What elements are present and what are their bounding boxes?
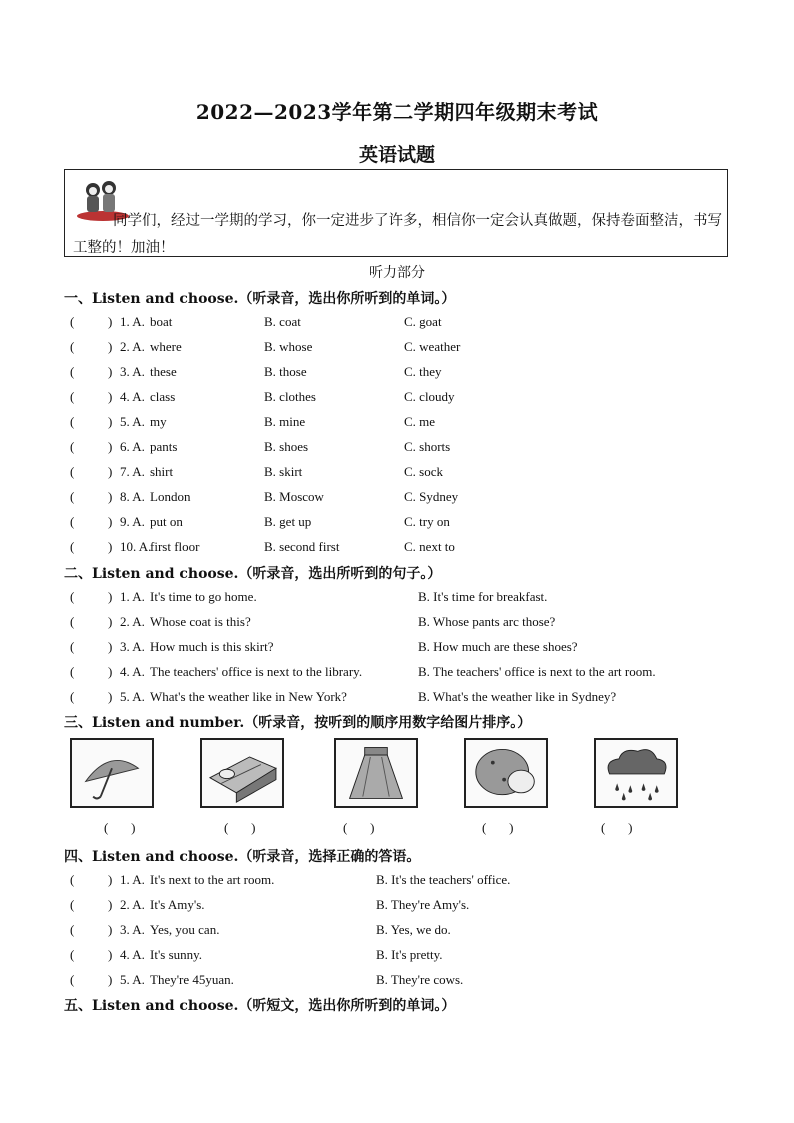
answer-paren-open[interactable]: (: [70, 589, 75, 604]
section-1-heading: 一、Listen and choose.（听录音，选出你所听到的单词。）: [64, 291, 456, 307]
section-3-pictures: [0, 738, 794, 848]
answer-paren-close[interactable]: ): [108, 514, 113, 529]
question-row: [0, 589, 794, 611]
option-a: Yes, you can.: [150, 922, 220, 937]
answer-paren-close[interactable]: ): [108, 389, 113, 404]
answer-paren-open[interactable]: (: [70, 897, 75, 912]
answer-paren-close[interactable]: ): [108, 339, 113, 354]
bed-icon: [200, 738, 284, 808]
listening-part-label: 听力部分: [369, 265, 425, 281]
question-number: 4. A.: [120, 664, 145, 679]
question-number: 1. A.: [120, 314, 145, 329]
option-c: C. they: [404, 364, 442, 379]
option-a: How much is this skirt?: [150, 639, 274, 654]
question-row: [0, 364, 794, 386]
option-a: The teachers' office is next to the library.: [150, 664, 363, 679]
option-b: B. They're Amy's.: [376, 897, 470, 912]
answer-paren-close[interactable]: ): [108, 639, 113, 654]
option-a: put on: [150, 514, 183, 529]
question-number: 5. A.: [120, 972, 145, 987]
question-row: [0, 664, 794, 686]
answer-paren-close[interactable]: ): [108, 922, 113, 937]
section-5-heading: 五、Listen and choose.（听短文，选出你所听到的单词。）: [64, 998, 456, 1014]
question-row: [0, 872, 794, 894]
answer-paren-open[interactable]: (: [70, 314, 75, 329]
answer-paren-3[interactable]: ( ): [343, 820, 375, 835]
option-a: They're 45yuan.: [150, 972, 234, 987]
answer-paren-open[interactable]: (: [70, 664, 75, 679]
answer-paren-open[interactable]: (: [70, 922, 75, 937]
answer-paren-open[interactable]: (: [70, 947, 75, 962]
question-row: [0, 339, 794, 361]
answer-paren-open[interactable]: (: [70, 339, 75, 354]
question-row: [0, 614, 794, 636]
answer-paren-close[interactable]: ): [108, 972, 113, 987]
question-row: [0, 389, 794, 411]
answer-paren-open[interactable]: (: [70, 689, 75, 704]
option-a: where: [150, 339, 182, 354]
option-a: It's time to go home.: [150, 589, 257, 604]
answer-paren-1[interactable]: ( ): [104, 820, 136, 835]
option-a: my: [150, 414, 167, 429]
answer-paren-close[interactable]: ): [108, 872, 113, 887]
answer-paren-close[interactable]: ): [108, 539, 113, 554]
option-c: C. cloudy: [404, 389, 455, 404]
question-number: 8. A.: [120, 489, 145, 504]
question-row: [0, 439, 794, 461]
answer-paren-close[interactable]: ): [108, 614, 113, 629]
question-row: [0, 689, 794, 711]
question-number: 10. A.: [120, 539, 152, 554]
answer-paren-close[interactable]: ): [108, 947, 113, 962]
option-b: B. second first: [264, 539, 340, 554]
option-b: B. The teachers' office is next to the art room.: [418, 664, 656, 679]
option-a: What's the weather like in New York?: [150, 689, 347, 704]
option-b: B. Yes, we do.: [376, 922, 451, 937]
answer-paren-close[interactable]: ): [108, 689, 113, 704]
intro-box: [64, 169, 728, 257]
answer-paren-4[interactable]: ( ): [482, 820, 514, 835]
option-b: B. skirt: [264, 464, 303, 479]
option-c: C. next to: [404, 539, 455, 554]
option-b: B. coat: [264, 314, 301, 329]
option-b: B. clothes: [264, 389, 316, 404]
intro-text: 同学们，经过一学期的学习，你一定进步了许多，相信你一定会认真做题，保持卷面整洁，书写工整的！加油！: [73, 213, 722, 256]
question-row: [0, 972, 794, 994]
potato-icon: [464, 738, 548, 808]
question-number: 2. A.: [120, 339, 145, 354]
option-b: B. those: [264, 364, 307, 379]
option-c: C. weather: [404, 339, 461, 354]
option-a: It's next to the art room.: [150, 872, 275, 887]
answer-paren-close[interactable]: ): [108, 489, 113, 504]
option-a: first floor: [150, 539, 200, 554]
option-b: B. Whose pants arc those?: [418, 614, 556, 629]
question-row: [0, 414, 794, 436]
option-b: B. It's pretty.: [376, 947, 443, 962]
question-number: 5. A.: [120, 689, 145, 704]
skirt-icon: [334, 738, 418, 808]
section-2-heading: 二、Listen and choose.（听录音，选出所听到的句子。）: [64, 566, 442, 582]
option-a: It's sunny.: [150, 947, 203, 962]
option-a: London: [150, 489, 191, 504]
section-4-heading: 四、Listen and choose.（听录音，选择正确的答语。: [64, 849, 421, 865]
option-c: C. sock: [404, 464, 443, 479]
question-row: [0, 947, 794, 969]
answer-paren-open[interactable]: (: [70, 364, 75, 379]
answer-paren-open[interactable]: (: [70, 539, 75, 554]
answer-paren-close[interactable]: ): [108, 464, 113, 479]
answer-paren-close[interactable]: ): [108, 414, 113, 429]
question-number: 3. A.: [120, 922, 145, 937]
answer-paren-open[interactable]: (: [70, 389, 75, 404]
option-b: B. whose: [264, 339, 313, 354]
option-a: boat: [150, 314, 173, 329]
option-b: B. mine: [264, 414, 306, 429]
question-number: 9. A.: [120, 514, 145, 529]
option-c: C. me: [404, 414, 436, 429]
option-b: B. It's the teachers' office.: [376, 872, 511, 887]
question-number: 4. A.: [120, 947, 145, 962]
option-a: pants: [150, 439, 178, 454]
question-number: 3. A.: [120, 364, 145, 379]
answer-paren-open[interactable]: (: [70, 464, 75, 479]
question-number: 6. A.: [120, 439, 145, 454]
question-row: [0, 539, 794, 561]
answer-paren-open[interactable]: (: [70, 414, 75, 429]
answer-paren-open[interactable]: (: [70, 489, 75, 504]
answer-paren-close[interactable]: ): [108, 439, 113, 454]
option-b: B. They're cows.: [376, 972, 464, 987]
question-number: 1. A.: [120, 872, 145, 887]
question-number: 2. A.: [120, 614, 145, 629]
question-row: [0, 464, 794, 486]
option-a: shirt: [150, 464, 174, 479]
question-row: [0, 639, 794, 661]
option-a: It's Amy's.: [150, 897, 205, 912]
option-a: class: [150, 389, 176, 404]
question-number: 3. A.: [120, 639, 145, 654]
exam-subtitle: 英语试题: [358, 144, 435, 166]
answer-paren-open[interactable]: (: [70, 872, 75, 887]
answer-paren-open[interactable]: (: [70, 972, 75, 987]
question-number: 7. A.: [120, 464, 145, 479]
answer-paren-close[interactable]: ): [108, 664, 113, 679]
answer-paren-open[interactable]: (: [70, 439, 75, 454]
umbrella-icon: [70, 738, 154, 808]
question-number: 5. A.: [120, 414, 145, 429]
option-c: C. goat: [404, 314, 442, 329]
question-row: [0, 922, 794, 944]
answer-paren-close[interactable]: ): [108, 364, 113, 379]
exam-title: 2022—2023学年第二学期四年级期末考试: [195, 100, 599, 124]
answer-paren-2[interactable]: ( ): [224, 820, 256, 835]
question-number: 2. A.: [120, 897, 145, 912]
option-b: B. shoes: [264, 439, 309, 454]
option-c: C. try on: [404, 514, 450, 529]
question-row: [0, 897, 794, 919]
answer-paren-open[interactable]: (: [70, 514, 75, 529]
option-b: B. get up: [264, 514, 312, 529]
answer-paren-open[interactable]: (: [70, 614, 75, 629]
rain-cloud-icon: [594, 738, 678, 808]
option-b: B. It's time for breakfast.: [418, 589, 548, 604]
option-a: Whose coat is this?: [150, 614, 251, 629]
option-b: B. How much are these shoes?: [418, 639, 578, 654]
section-3-heading: 三、Listen and number.（听录音，按听到的顺序用数字给图片排序。）: [64, 715, 532, 731]
option-a: these: [150, 364, 177, 379]
answer-paren-close[interactable]: ): [108, 314, 113, 329]
answer-paren-close[interactable]: ): [108, 897, 113, 912]
answer-paren-open[interactable]: (: [70, 639, 75, 654]
question-row: [0, 489, 794, 511]
question-number: 4. A.: [120, 389, 145, 404]
option-b: B. Moscow: [264, 489, 324, 504]
question-row: [0, 314, 794, 336]
question-row: [0, 514, 794, 536]
answer-paren-5[interactable]: ( ): [601, 820, 633, 835]
option-c: C. Sydney: [404, 489, 459, 504]
option-c: C. shorts: [404, 439, 451, 454]
option-b: B. What's the weather like in Sydney?: [418, 689, 617, 704]
question-number: 1. A.: [120, 589, 145, 604]
answer-paren-close[interactable]: ): [108, 589, 113, 604]
